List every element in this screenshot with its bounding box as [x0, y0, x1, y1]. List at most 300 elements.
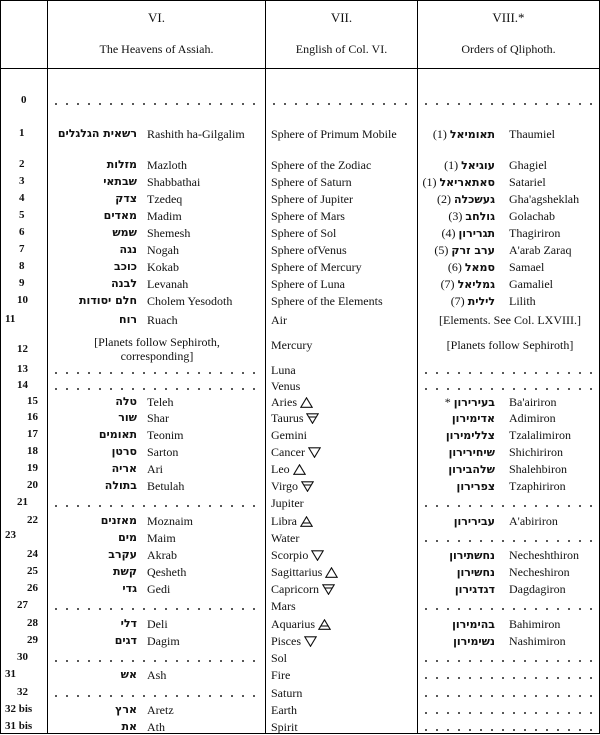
table-row	[1, 311, 599, 328]
leader-dot	[66, 388, 68, 390]
qliphoth-hebrew	[421, 244, 495, 256]
english-name	[271, 721, 298, 733]
english-name	[271, 261, 362, 273]
qliphoth-hebrew	[421, 295, 495, 307]
leader-dot	[295, 103, 297, 105]
qliphoth-hebrew-text: נשימירון	[453, 635, 495, 648]
leader-dot	[121, 372, 123, 374]
leader-dot	[110, 505, 112, 507]
qliphoth-ref: (6)	[447, 260, 462, 274]
leader-dot	[317, 103, 319, 105]
leader-dot	[154, 695, 156, 697]
qliphoth-hebrew	[421, 176, 495, 188]
leader-dot	[502, 608, 504, 610]
row-key: 6	[19, 226, 25, 238]
hebrew-name: ארץ	[115, 703, 137, 716]
leader-dot	[590, 505, 592, 507]
qliphoth-hebrew	[421, 480, 495, 492]
qliphoth-hebrew	[421, 227, 495, 239]
english-text: Jupiter	[271, 496, 304, 510]
leader-dot	[165, 388, 167, 390]
transliteration: Ash	[147, 668, 167, 682]
leader-dot	[469, 608, 471, 610]
transliteration: Gedi	[147, 582, 171, 596]
transliteration: Aretz	[147, 703, 174, 717]
leader-dot	[143, 695, 145, 697]
leader-dot	[502, 540, 504, 542]
qliphoth-ref: *	[444, 395, 451, 409]
leader-dot	[546, 388, 548, 390]
leader-dot	[425, 505, 427, 507]
qliphoth-hebrew-text: בהימירון	[452, 618, 495, 631]
leader-dot	[242, 505, 244, 507]
leader-dot	[231, 505, 233, 507]
hebrew-name: סרטן	[111, 445, 137, 458]
qliphoth-hebrew-text: געשכלה	[453, 193, 495, 206]
qliphoth-hebrew	[421, 618, 495, 630]
english-name	[271, 159, 371, 171]
row-key: 31	[5, 668, 16, 680]
leader-dot	[469, 540, 471, 542]
leader-dot	[350, 103, 352, 105]
leader-dot	[480, 540, 482, 542]
leader-dot	[425, 372, 427, 374]
leader-dot	[579, 372, 581, 374]
leader-dot	[491, 608, 493, 610]
leader-dot	[88, 388, 90, 390]
qliphoth-name: Shichiriron	[509, 445, 563, 459]
qliphoth-hebrew-text: שיחירירון	[448, 446, 495, 459]
qliphoth-hebrew-text: נחשירון	[456, 566, 495, 579]
leader-dot	[590, 540, 592, 542]
english-text: Sphere ofVenus	[271, 243, 347, 257]
leader-dot	[568, 712, 570, 714]
leader-dot	[557, 372, 559, 374]
leader-dot	[546, 677, 548, 679]
english-text: Air	[271, 313, 287, 327]
english-name	[271, 314, 287, 326]
english-name	[271, 669, 290, 681]
leader-dot	[88, 103, 90, 105]
leader-dot	[328, 103, 330, 105]
table-row	[1, 666, 599, 683]
english-text: Venus	[271, 379, 301, 393]
english-text: Sphere of the Elements	[271, 294, 383, 308]
row-key: 14	[17, 379, 28, 391]
hebrew-name: מאזנים	[100, 514, 137, 527]
leader-dot	[469, 388, 471, 390]
leader-dot	[568, 677, 570, 679]
hebrew-name: דגים	[114, 634, 137, 647]
table-row	[1, 546, 599, 563]
leader-dot	[372, 103, 374, 105]
leader-dot	[436, 712, 438, 714]
leader-dot	[590, 388, 592, 390]
leader-dot	[458, 505, 460, 507]
leader-dot	[425, 660, 427, 662]
leader-dot	[99, 103, 101, 105]
hebrew-name: גדי	[122, 582, 137, 595]
qliphoth-hebrew	[421, 566, 495, 578]
english-text: Aries	[271, 395, 297, 409]
row-key: 32 bis	[5, 703, 33, 715]
leader-dots	[3, 92, 597, 109]
leader-dot	[524, 695, 526, 697]
leader-dot	[187, 372, 189, 374]
leader-dot	[154, 103, 156, 105]
english-text: Capricorn	[271, 582, 319, 596]
english-text: Sagittarius	[271, 565, 323, 579]
qliphoth-ref: (1)	[444, 158, 459, 172]
english-name	[271, 532, 299, 544]
leader-dot	[535, 540, 537, 542]
qliphoth-name: Adimiron	[509, 411, 556, 425]
column-title: Orders of Qliphoth.	[461, 42, 556, 56]
qliphoth-ref: (2)	[436, 192, 451, 206]
leader-dots	[3, 718, 597, 735]
english-name	[271, 635, 317, 649]
english-name	[271, 687, 302, 699]
earth-triangle-icon	[306, 413, 319, 426]
table-row	[1, 92, 599, 109]
water-triangle-icon	[304, 636, 317, 649]
leader-dot	[110, 608, 112, 610]
leader-dot	[557, 729, 559, 731]
leader-dot	[458, 388, 460, 390]
row-key: 31 bis	[5, 720, 33, 732]
leader-dot	[405, 103, 407, 105]
qliphoth-ref: (4)	[441, 226, 456, 240]
transliteration: Moznaim	[147, 514, 193, 528]
leader-dot	[242, 388, 244, 390]
qliphoth-ref: (5)	[434, 243, 449, 257]
row-key: 28	[27, 617, 38, 629]
table-row	[1, 190, 599, 207]
leader-dot	[220, 695, 222, 697]
leader-dot	[436, 505, 438, 507]
leader-dot	[469, 372, 471, 374]
qliphoth-hebrew-text: גולחב	[465, 210, 495, 223]
row-key: 12	[17, 343, 28, 355]
qliphoth-hebrew-text: עבירירון	[453, 515, 495, 528]
leader-dot	[524, 388, 526, 390]
leader-dot	[469, 695, 471, 697]
leader-dot	[253, 372, 255, 374]
leader-dot	[253, 608, 255, 610]
leader-dot	[568, 372, 570, 374]
qliphoth-hebrew	[421, 193, 495, 205]
leader-dot	[447, 372, 449, 374]
table-row	[1, 426, 599, 443]
leader-dot	[187, 103, 189, 105]
leader-dot	[425, 712, 427, 714]
leader-dot	[361, 103, 363, 105]
leader-dot	[55, 660, 57, 662]
leader-dot	[66, 103, 68, 105]
english-text: Taurus	[271, 411, 304, 425]
leader-dot	[198, 372, 200, 374]
english-text: Gemini	[271, 428, 307, 442]
qliphoth-ref: (1)	[422, 175, 437, 189]
table-row	[1, 125, 599, 153]
transliteration: Teleh	[147, 395, 174, 409]
leader-dot	[447, 712, 449, 714]
table-row	[1, 632, 599, 649]
column-header-vii	[266, 11, 417, 55]
leader-dot	[458, 695, 460, 697]
leader-dot	[590, 712, 592, 714]
leader-dot	[77, 372, 79, 374]
row-key: 0	[21, 94, 27, 106]
header-divider	[1, 68, 599, 69]
leader-dot	[436, 695, 438, 697]
english-text: Sphere of Saturn	[271, 175, 352, 189]
leader-dot	[198, 660, 200, 662]
leader-dot	[513, 372, 515, 374]
english-name	[271, 380, 300, 392]
leader-dot	[447, 677, 449, 679]
leader-dot	[88, 695, 90, 697]
row-key: 19	[27, 462, 38, 474]
leader-dot	[502, 103, 504, 105]
leader-dot	[284, 103, 286, 105]
leader-dot	[99, 660, 101, 662]
table-row	[1, 512, 599, 529]
leader-dot	[99, 388, 101, 390]
fire-triangle-icon	[293, 464, 306, 477]
english-text: Spirit	[271, 720, 298, 734]
leader-dot	[579, 695, 581, 697]
english-name	[271, 446, 321, 460]
qliphoth-name: Thagiriron	[509, 226, 561, 240]
leader-dot	[187, 388, 189, 390]
leader-dot	[590, 103, 592, 105]
hebrew-name: מים	[118, 531, 137, 544]
leader-dot	[154, 388, 156, 390]
leader-dot	[513, 388, 515, 390]
leader-dot	[513, 729, 515, 731]
english-text: Fire	[271, 668, 291, 682]
leader-dot	[176, 660, 178, 662]
leader-dot	[231, 695, 233, 697]
leader-dot	[165, 505, 167, 507]
leader-dot	[66, 505, 68, 507]
leader-dot	[590, 729, 592, 731]
row-key: 11	[5, 313, 16, 325]
leader-dot	[491, 660, 493, 662]
hebrew-name: תאומים	[98, 428, 137, 441]
row-key: 26	[27, 582, 38, 594]
leader-dot	[77, 695, 79, 697]
transliteration: Levanah	[147, 277, 189, 291]
leader-dot	[502, 729, 504, 731]
qliphoth-hebrew-text: צללימירון	[445, 429, 495, 442]
leader-dot	[535, 660, 537, 662]
table-row	[1, 258, 599, 275]
leader-dot	[491, 677, 493, 679]
leader-dot	[132, 372, 134, 374]
qliphoth-hebrew-text: נחשתירון	[449, 549, 495, 562]
leader-dot	[546, 660, 548, 662]
transliteration: Dagim	[147, 634, 180, 648]
leader-dot	[143, 372, 145, 374]
leader-dot	[242, 372, 244, 374]
hebrew-name: טלה	[115, 395, 137, 408]
leader-dot	[590, 372, 592, 374]
qliphoth-hebrew-text: סמאל	[464, 261, 495, 274]
leader-dot	[524, 660, 526, 662]
leader-dot	[198, 103, 200, 105]
english-text: Scorpio	[271, 548, 309, 562]
leader-dot	[110, 372, 112, 374]
row-key: 22	[27, 514, 38, 526]
row-key: 17	[27, 428, 38, 440]
hebrew-name: בתולה	[104, 479, 137, 492]
table-row	[1, 156, 599, 173]
leader-dot	[209, 660, 211, 662]
leader-dot	[590, 677, 592, 679]
leader-dot	[165, 695, 167, 697]
leader-dot	[88, 660, 90, 662]
leader-dot	[132, 695, 134, 697]
qliphoth-name: Golachab	[509, 209, 555, 223]
hebrew-name: מאדים	[103, 209, 137, 222]
leader-dot	[502, 388, 504, 390]
leader-dot	[502, 695, 504, 697]
leader-dot	[242, 660, 244, 662]
english-text: Sphere of the Zodiac	[271, 158, 372, 172]
row-key: 8	[19, 260, 25, 272]
qliphoth-name: Tzaphiriron	[509, 479, 566, 493]
english-name	[271, 480, 314, 494]
table-row	[1, 477, 599, 494]
qliphoth-name: Gamaliel	[509, 277, 553, 291]
english-name	[271, 227, 336, 239]
row-key: 20	[27, 479, 38, 491]
hebrew-name: לבנה	[111, 277, 137, 290]
qliphoth-hebrew	[421, 128, 495, 140]
column-title: The Heavens of Assiah.	[99, 42, 214, 56]
leader-dot	[579, 505, 581, 507]
qliphoth-note: [Planets follow Sephiroth]	[446, 338, 574, 352]
leader-dot	[458, 608, 460, 610]
leader-dot	[513, 608, 515, 610]
leader-dot	[209, 608, 211, 610]
leader-dot	[231, 372, 233, 374]
leader-dot	[143, 505, 145, 507]
leader-dot	[568, 660, 570, 662]
leader-dot	[121, 388, 123, 390]
planets-note	[51, 335, 263, 363]
leader-dot	[110, 695, 112, 697]
english-text: Aquarius	[271, 617, 315, 631]
leader-dot	[513, 505, 515, 507]
leader-dot	[55, 695, 57, 697]
leader-dot	[436, 540, 438, 542]
english-name	[271, 652, 287, 664]
transliteration: Ruach	[147, 313, 178, 327]
leader-dot	[579, 712, 581, 714]
leader-dot	[425, 608, 427, 610]
english-name	[271, 704, 297, 716]
row-key: 15	[27, 395, 38, 407]
qliphoth-ref: (3)	[448, 209, 463, 223]
leader-dot	[154, 505, 156, 507]
leader-dot	[66, 660, 68, 662]
column-number: VIII.*	[492, 10, 525, 25]
leader-dot	[165, 608, 167, 610]
leader-dot	[220, 608, 222, 610]
leader-dot	[154, 372, 156, 374]
transliteration: Shar	[147, 411, 169, 425]
table-row	[1, 597, 599, 614]
leader-dot	[176, 372, 178, 374]
qliphoth-hebrew	[421, 429, 495, 441]
english-text: Sphere of Mercury	[271, 260, 362, 274]
row-key: 1	[19, 127, 25, 139]
transliteration: Teonim	[147, 428, 184, 442]
leader-dot	[436, 660, 438, 662]
leader-dot	[502, 660, 504, 662]
leader-dot	[579, 608, 581, 610]
leader-dot	[513, 712, 515, 714]
english-name	[271, 128, 397, 140]
table-row	[1, 701, 599, 718]
leader-dot	[209, 695, 211, 697]
leader-dot	[132, 608, 134, 610]
leader-dot	[491, 712, 493, 714]
qliphoth-hebrew-text: תגרירון	[458, 227, 495, 240]
leader-dot	[557, 712, 559, 714]
qliphoth-hebrew	[421, 549, 495, 561]
english-text: Sphere of Mars	[271, 209, 345, 223]
leader-dot	[579, 388, 581, 390]
qliphoth-hebrew	[421, 446, 495, 458]
leader-dot	[568, 540, 570, 542]
leader-dot	[88, 608, 90, 610]
leader-dot	[447, 103, 449, 105]
fire-triangle-icon	[325, 567, 338, 580]
leader-dot	[458, 712, 460, 714]
qliphoth-hebrew	[421, 635, 495, 647]
transliteration: Mazloth	[147, 158, 187, 172]
qliphoth-hebrew	[421, 463, 495, 475]
leader-dot	[458, 540, 460, 542]
leader-dot	[590, 660, 592, 662]
english-name	[271, 549, 324, 563]
leader-dot	[546, 505, 548, 507]
leader-dot	[176, 608, 178, 610]
row-key: 25	[27, 565, 38, 577]
table-row	[1, 241, 599, 258]
leader-dot	[480, 695, 482, 697]
english-name	[271, 429, 307, 441]
leader-dot	[557, 608, 559, 610]
leader-dot	[436, 103, 438, 105]
row-key: 2	[19, 158, 25, 170]
column-number: VII.	[330, 10, 353, 25]
leader-dot	[220, 103, 222, 105]
qliphoth-ref: (1)	[432, 127, 447, 141]
row-key: 5	[19, 209, 25, 221]
leader-dot	[535, 712, 537, 714]
leader-dot	[535, 103, 537, 105]
leader-dot	[447, 660, 449, 662]
leader-dot	[502, 372, 504, 374]
transliteration: Tzedeq	[147, 192, 183, 206]
english-name	[271, 278, 345, 290]
leader-dot	[66, 372, 68, 374]
